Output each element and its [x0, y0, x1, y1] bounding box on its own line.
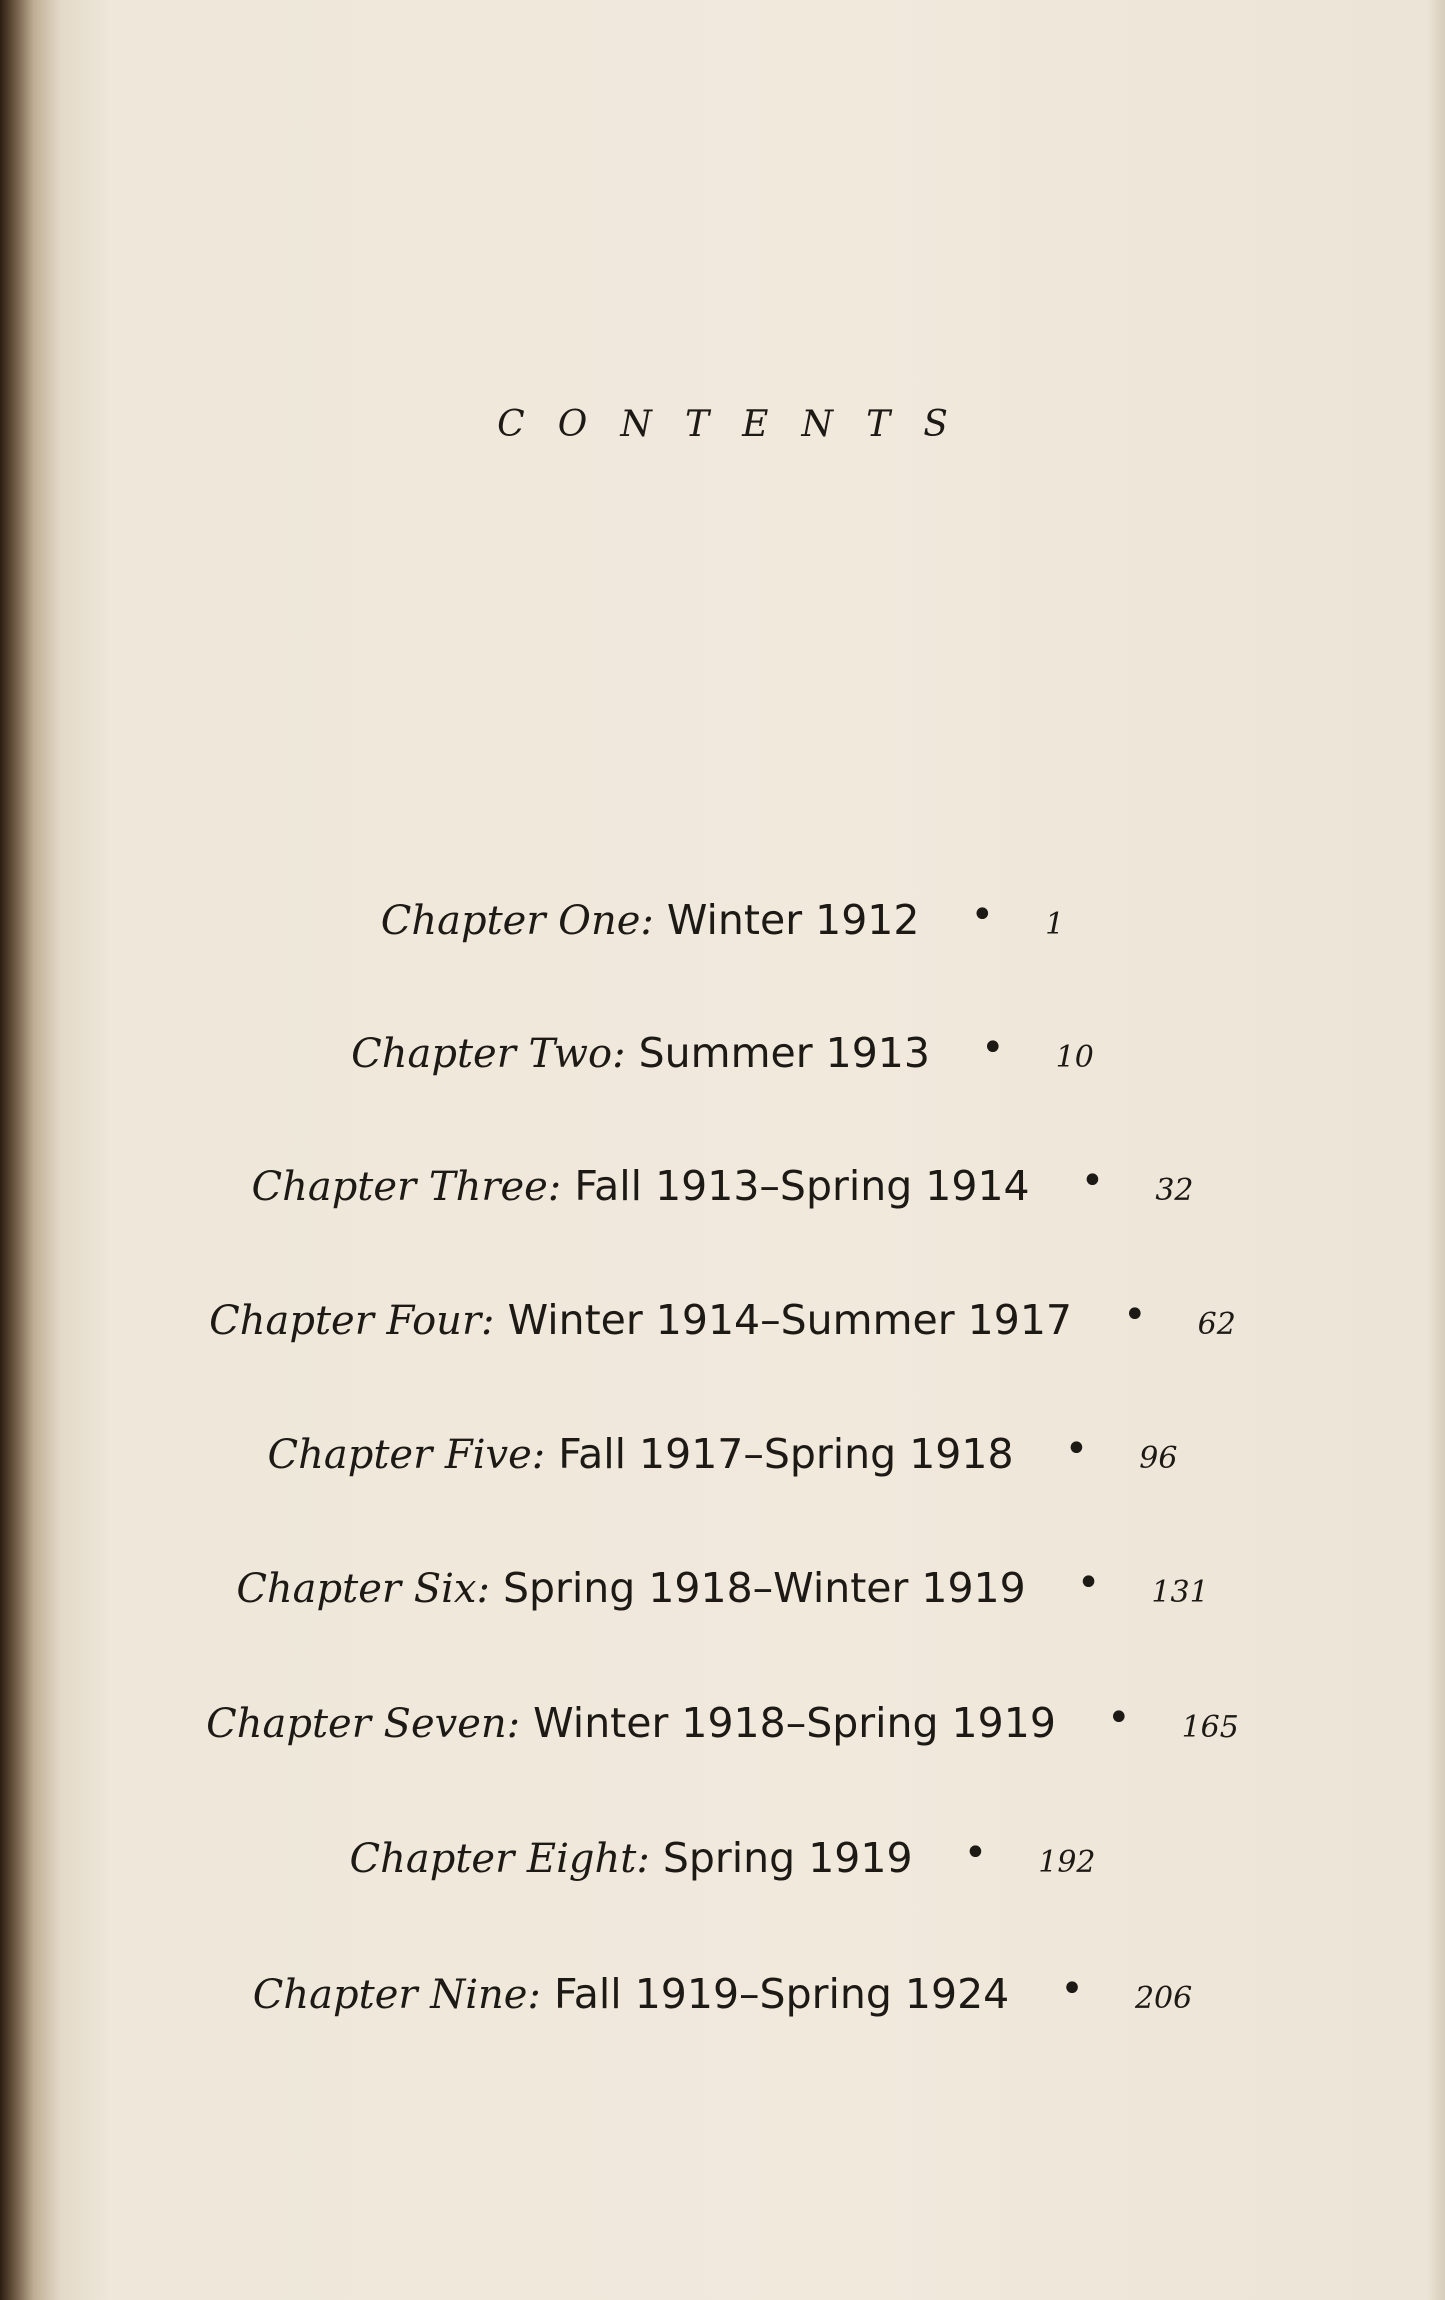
toc-entry-chapter-three: [0, 1158, 1445, 1219]
chapter-label: Chapter Four:: [209, 1298, 495, 1344]
chapter-period: Winter 1918–Spring 1919: [533, 1699, 1056, 1747]
chapter-period: Fall 1917–Spring 1918: [558, 1430, 1014, 1478]
separator-dot: •: [963, 1830, 988, 1876]
chapter-label: Chapter One:: [380, 898, 654, 944]
chapter-label: Chapter Two:: [351, 1031, 626, 1077]
separator-dot: •: [1123, 1292, 1147, 1338]
toc-entry-chapter-seven: [0, 1695, 1445, 1756]
chapter-label: Chapter Three:: [251, 1164, 562, 1210]
page-number: 32: [1155, 1173, 1194, 1208]
chapter-period: Fall 1919–Spring 1924: [553, 1970, 1010, 2018]
chapter-label: Chapter Seven:: [206, 1701, 521, 1747]
chapter-label: Chapter Six:: [236, 1566, 490, 1612]
page-number: 62: [1197, 1307, 1236, 1342]
chapter-period: Summer 1913: [638, 1029, 930, 1077]
chapter-label: Chapter Five:: [267, 1432, 546, 1478]
separator-dot: •: [970, 892, 995, 938]
chapter-period: Spring 1919: [662, 1834, 913, 1882]
toc-entry-chapter-five: [0, 1426, 1445, 1487]
page-number: 131: [1151, 1575, 1209, 1610]
contents-heading: CONTENTS: [497, 404, 982, 445]
page-number: 1: [1045, 907, 1065, 942]
chapter-period: Spring 1918–Winter 1919: [503, 1564, 1026, 1612]
separator-dot: •: [981, 1025, 1005, 1071]
toc-entry-chapter-eight: [0, 1830, 1445, 1891]
separator-dot: •: [1064, 1426, 1089, 1472]
page-number: 192: [1038, 1845, 1096, 1880]
chapter-label: Chapter Eight:: [349, 1836, 650, 1882]
toc-entry-chapter-six: [0, 1560, 1445, 1621]
chapter-period: Winter 1912: [666, 896, 920, 944]
toc-entry-chapter-nine: [0, 1966, 1445, 2027]
toc-entry-chapter-one: [0, 892, 1445, 953]
page-number: 206: [1134, 1981, 1193, 2016]
page-number: 165: [1181, 1710, 1239, 1745]
toc-entry-chapter-four: [0, 1292, 1445, 1353]
separator-dot: •: [1076, 1560, 1101, 1606]
toc-entry-chapter-two: [0, 1025, 1445, 1086]
chapter-period: Winter 1914–Summer 1917: [507, 1296, 1072, 1344]
page-number: 96: [1139, 1441, 1178, 1476]
separator-dot: •: [1060, 1966, 1084, 2012]
chapter-period: Fall 1913–Spring 1914: [574, 1162, 1030, 1210]
chapter-label: Chapter Nine:: [252, 1972, 541, 2018]
page-number: 10: [1055, 1040, 1094, 1075]
separator-dot: •: [1106, 1695, 1131, 1741]
separator-dot: •: [1080, 1158, 1105, 1204]
